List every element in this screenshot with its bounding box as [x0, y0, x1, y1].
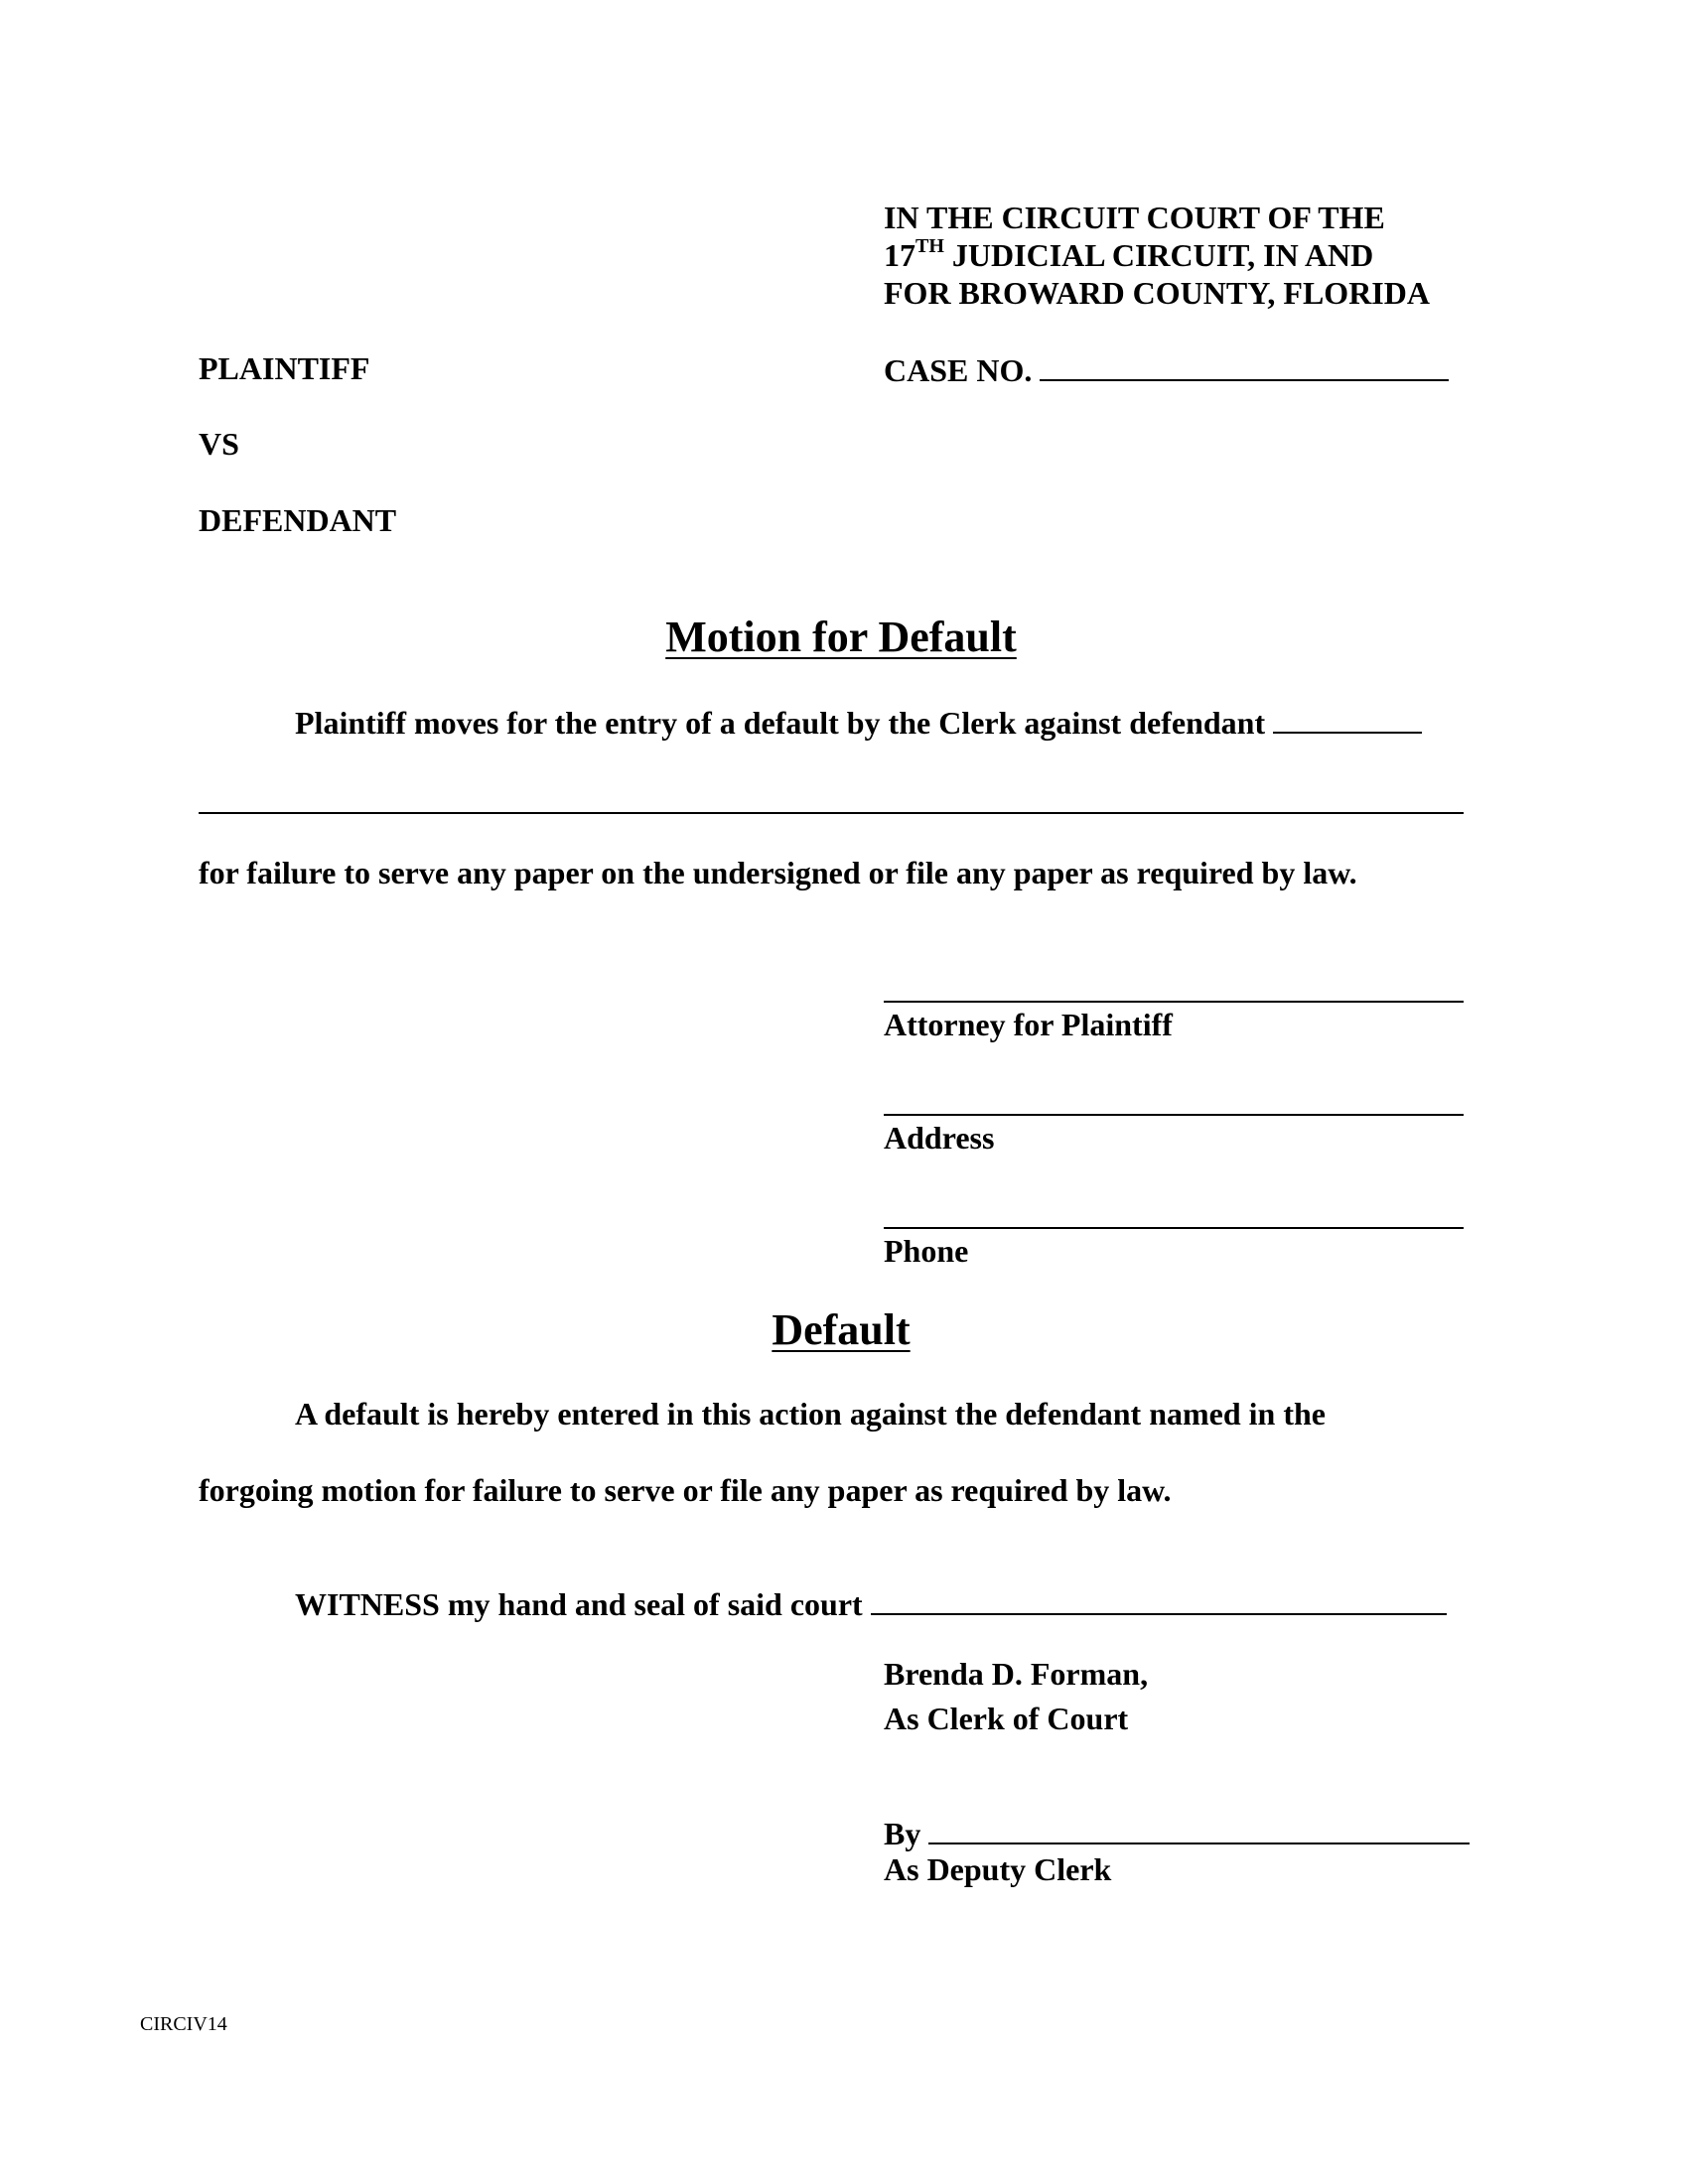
case-number-field[interactable] [884, 349, 1449, 389]
motion-paragraph-line-2: for failure to serve any paper on the undersigned or file any paper as required by law. [199, 855, 1357, 890]
clerk-title: As Clerk of Court [884, 1701, 1129, 1736]
phone-label: Phone [884, 1233, 969, 1269]
address-label: Address [884, 1120, 995, 1156]
default-paragraph-line-1: A default is hereby entered in this action against the defendant named in the [295, 1396, 1326, 1432]
plaintiff-label: PLAINTIFF [199, 350, 370, 386]
defendant-label: DEFENDANT [199, 502, 397, 538]
phone-line[interactable] [884, 1227, 1464, 1229]
default-title: Default [772, 1305, 911, 1354]
defendant-name-continuation-line[interactable] [199, 812, 1464, 814]
deputy-signature-field[interactable] [884, 1813, 1470, 1852]
vs-label: VS [199, 426, 239, 462]
by-label: By [884, 1816, 921, 1851]
motion-title: Motion for Default [665, 613, 1017, 661]
form-code: CIRCIV14 [140, 2013, 227, 2035]
court-circuit-number: 17 [884, 237, 915, 273]
court-header-line-2 [884, 236, 1373, 274]
clerk-name: Brenda D. Forman, [884, 1656, 1149, 1692]
address-line[interactable] [884, 1114, 1464, 1116]
default-paragraph-line-2: forgoing motion for failure to serve or file any paper as required by law. [199, 1472, 1172, 1508]
attorney-for-plaintiff-label: Attorney for Plaintiff [884, 1007, 1173, 1042]
attorney-signature-line[interactable] [884, 1001, 1464, 1003]
court-header-line-2-rest: JUDICIAL CIRCUIT, IN AND [951, 237, 1374, 273]
witness-date-blank[interactable] [871, 1583, 1447, 1615]
court-header-line-3: FOR BROWARD COUNTY, FLORIDA [884, 275, 1430, 311]
defendant-name-blank[interactable] [1273, 702, 1422, 734]
deputy-clerk-label: As Deputy Clerk [884, 1851, 1112, 1887]
court-header-line-1: IN THE CIRCUIT COURT OF THE [884, 200, 1385, 235]
deputy-signature-blank[interactable] [928, 1813, 1470, 1844]
motion-paragraph-line-1: Plaintiff moves for the entry of a default by the Clerk against defendant [295, 702, 1422, 742]
witness-line: WITNESS my hand and seal of said court [295, 1583, 1447, 1623]
case-number-blank[interactable] [1040, 349, 1449, 381]
court-circuit-ordinal: TH [915, 235, 944, 258]
case-number-label: CASE NO. [884, 352, 1033, 388]
